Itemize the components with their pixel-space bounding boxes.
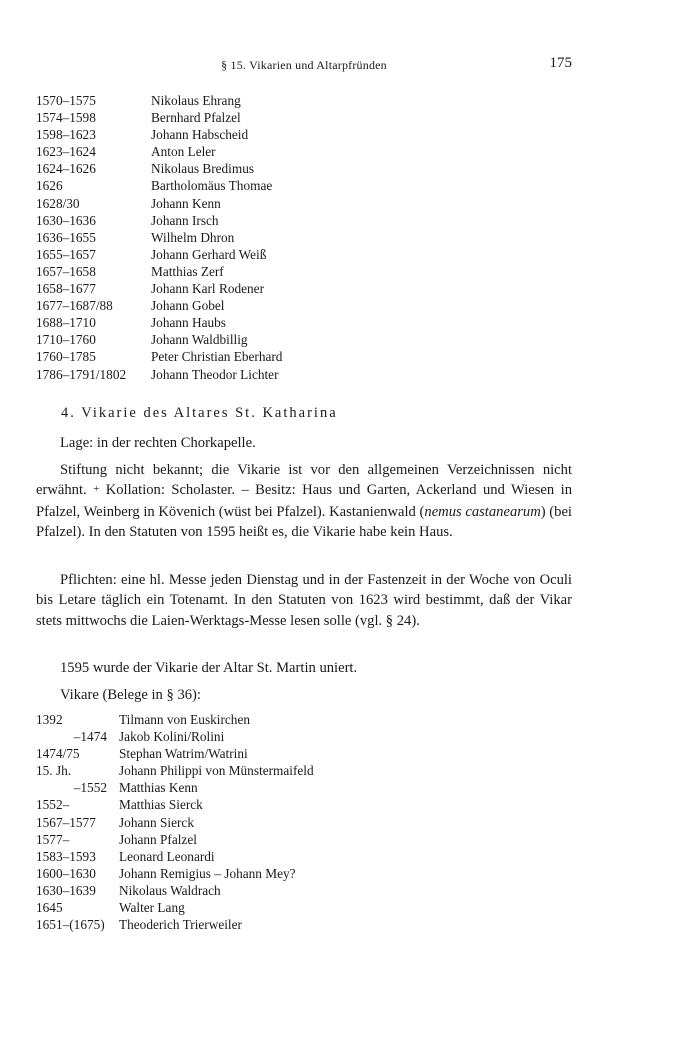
list-item-date: 1474/75 <box>36 746 80 762</box>
list-item <box>36 745 576 762</box>
list-item-date: 1623–1624 <box>36 144 96 160</box>
list-item-date: 1628/30 <box>36 195 80 211</box>
section-heading: 4. Vikarie des Altares St. Katharina <box>61 405 338 421</box>
list-item <box>36 195 576 212</box>
list-item-name: Johann Philippi von Münstermaifeld <box>119 763 314 779</box>
page-header <box>36 55 572 75</box>
list-item <box>36 882 576 899</box>
list-item <box>36 92 576 109</box>
list-item <box>36 246 576 263</box>
list-item-date: 1567–1577 <box>36 814 96 830</box>
list-item-name: Bartholomäus Thomae <box>151 178 273 194</box>
list-item-name: Johann Gobel <box>151 298 225 314</box>
list-item-name: Johann Theodor Lichter <box>151 366 279 382</box>
list-item-date: 1630–1639 <box>36 882 96 898</box>
list-item-date: 1688–1710 <box>36 315 96 331</box>
list-item-name: Matthias Zerf <box>151 263 224 279</box>
list-item <box>36 848 576 865</box>
list-item <box>36 779 576 796</box>
list-item-name: Johann Irsch <box>151 212 219 228</box>
list-item-name: Johann Waldbillig <box>151 332 248 348</box>
list-item-name: Nikolaus Ehrang <box>151 93 241 108</box>
list-item <box>36 331 576 348</box>
list-item-date: 1636–1655 <box>36 229 96 245</box>
list-item-date: 1626 <box>36 178 63 194</box>
list-item <box>36 899 576 916</box>
list-item-date: 1651–(1675) <box>36 917 105 933</box>
list-item-date: 1600–1630 <box>36 865 96 881</box>
list-item-name: Matthias Kenn <box>119 780 198 796</box>
list-item <box>36 366 576 383</box>
list-item <box>36 348 576 365</box>
list-item-name: Nikolaus Waldrach <box>119 882 221 898</box>
list-item-name: Johann Karl Rodener <box>151 281 264 297</box>
list-item-name: Wilhelm Dhron <box>151 229 235 245</box>
list-item-name: Johann Kenn <box>151 195 221 211</box>
list-item-date: 1392 <box>36 712 63 727</box>
list-item-name: Johann Haubs <box>151 315 226 331</box>
list-item <box>36 916 576 933</box>
list-item <box>36 263 576 280</box>
list-item-name: Tilmann von Euskirchen <box>119 712 250 727</box>
list-item-date: 1655–1657 <box>36 246 96 262</box>
list-item-date: 1583–1593 <box>36 848 96 864</box>
list-item <box>36 109 576 126</box>
list-item-date: 1552– <box>36 797 70 813</box>
list-item-name: Peter Christian Eberhard <box>151 349 283 365</box>
list-item-date: 1658–1677 <box>36 281 96 297</box>
list-item <box>36 865 576 882</box>
list-item-date: 15. Jh. <box>36 763 72 779</box>
list-item <box>36 711 576 728</box>
list-item-name: Nikolaus Bredimus <box>151 161 255 177</box>
list-item <box>36 814 576 831</box>
list-item-date: 1574–1598 <box>36 110 96 126</box>
list-item <box>36 796 576 813</box>
paragraph-lage: Lage: in der rechten Chorkapelle. <box>60 435 256 451</box>
list-item-date: –1552 <box>73 780 107 796</box>
list-item <box>36 229 576 246</box>
list-item-name: Johann Habscheid <box>151 127 249 143</box>
list-item-date: 1577– <box>36 831 70 847</box>
list-item-name: Matthias Sierck <box>119 797 203 813</box>
list-item-name: Johann Remigius – Johann Mey? <box>119 865 296 881</box>
list-item-name: Johann Sierck <box>119 814 194 830</box>
list-item-name: Bernhard Pfalzel <box>151 110 241 126</box>
stiftung-latin-term: nemus castanearum <box>424 503 541 520</box>
stiftung-text-1: Stiftung nicht bekannt; die Vikarie ist vor den allgemeinen Verzeichnissen nicht erwähnt. <box>36 462 572 499</box>
list-item-name: Walter Lang <box>119 900 185 916</box>
list-item <box>36 177 576 194</box>
list-item <box>36 126 576 143</box>
list-item <box>36 212 576 229</box>
page-number: 175 <box>549 55 572 71</box>
list-item <box>36 297 576 314</box>
list-item-date: 1630–1636 <box>36 212 96 228</box>
vikare-list-1 <box>36 92 576 383</box>
list-item <box>36 280 576 297</box>
paragraph-vikare-heading: Vikare (Belege in § 36): <box>60 687 201 703</box>
vikare-list-2 <box>36 711 576 933</box>
list-item-date: 1657–1658 <box>36 263 96 279</box>
paragraph-union: 1595 wurde der Vikarie der Altar St. Martin uniert. <box>60 660 358 676</box>
list-item <box>36 143 576 160</box>
running-head: § 15. Vikarien und Altarpfründen <box>221 58 387 72</box>
paragraph-stiftung <box>36 460 572 543</box>
list-item-date: –1474 <box>73 729 107 745</box>
list-item-date: 1786–1791/1802 <box>36 366 127 382</box>
paragraph-pflichten: Pflichten: eine hl. Messe jeden Dienstag und in der Fastenzeit in der Woche von Oculi bis Letare täglich ein Totenamt. In den Statuten von 1623 wird bestimmt, daß der Vikar stets mittwochs die Laien-Werktags-Messe lesen solle (vgl. § 24). <box>36 572 572 629</box>
list-item-date: 1570–1575 <box>36 93 96 108</box>
list-item <box>36 762 576 779</box>
insertion-mark: + <box>93 483 100 496</box>
list-item-name: Leonard Leonardi <box>119 848 215 864</box>
list-item-date: 1677–1687/88 <box>36 298 113 314</box>
list-item-name: Theoderich Trierweiler <box>119 917 242 933</box>
list-item-name: Anton Leler <box>151 144 216 160</box>
list-item <box>36 728 576 745</box>
list-item-name: Jakob Kolini/Rolini <box>119 729 225 745</box>
list-item-name: Johann Pfalzel <box>119 831 197 847</box>
list-item-name: Johann Gerhard Weiß <box>151 246 267 262</box>
stiftung-text-2: Kollation: Scholaster. – Besitz: Haus und Garten, Ackerland und Wiesen in Pfalzel, Weinberg in Kövenich (wüst bei Pfalzel). Kastanienwald ( <box>36 482 572 520</box>
stiftung-text-3: ) (bei Pfalzel). In den Statuten von 1595 heißt es, die Vikarie habe kein Haus. <box>36 503 572 541</box>
list-item-date: 1710–1760 <box>36 332 96 348</box>
list-item <box>36 160 576 177</box>
list-item <box>36 831 576 848</box>
list-item-name: Stephan Watrim/Watrini <box>119 746 248 762</box>
list-item-date: 1760–1785 <box>36 349 96 365</box>
list-item-date: 1624–1626 <box>36 161 96 177</box>
list-item-date: 1645 <box>36 900 63 916</box>
list-item-date: 1598–1623 <box>36 127 96 143</box>
list-item <box>36 314 576 331</box>
